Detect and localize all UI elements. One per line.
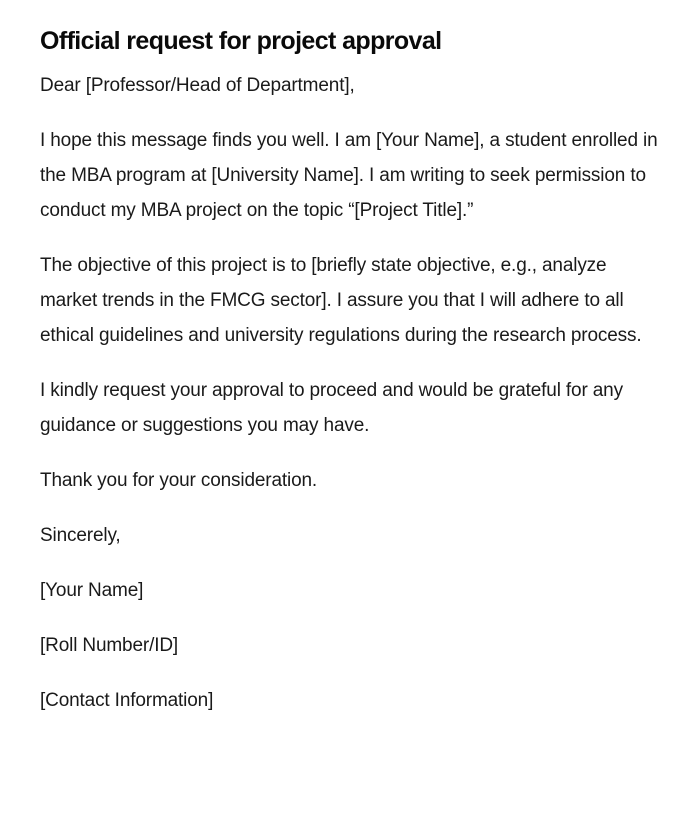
signature-roll-number: [Roll Number/ID] xyxy=(40,635,179,656)
paragraph-objective: The objective of this project is to [briefly state objective, e.g., analyze market trends in the FMCG sector]. I assure you that I will adhere to all ethical guidelines and university regulations during the research process. xyxy=(40,255,642,346)
salutation: Dear [Professor/Head of Department], xyxy=(40,75,355,96)
paragraph-introduction: I hope this message finds you well. I am [Your Name], a student enrolled in the MBA program at [University Name]. I am writing to seek permission to conduct my MBA project on the topic “[Project Title].” xyxy=(40,130,658,221)
letter-title: Official request for project approval xyxy=(40,27,442,55)
signature-name: [Your Name] xyxy=(40,580,144,601)
closing: Sincerely, xyxy=(40,525,121,546)
paragraph-request: I kindly request your approval to proceed and would be grateful for any guidance or suggestions you may have. xyxy=(40,380,623,436)
paragraph-thanks: Thank you for your consideration. xyxy=(40,470,318,491)
signature-contact: [Contact Information] xyxy=(40,690,214,711)
